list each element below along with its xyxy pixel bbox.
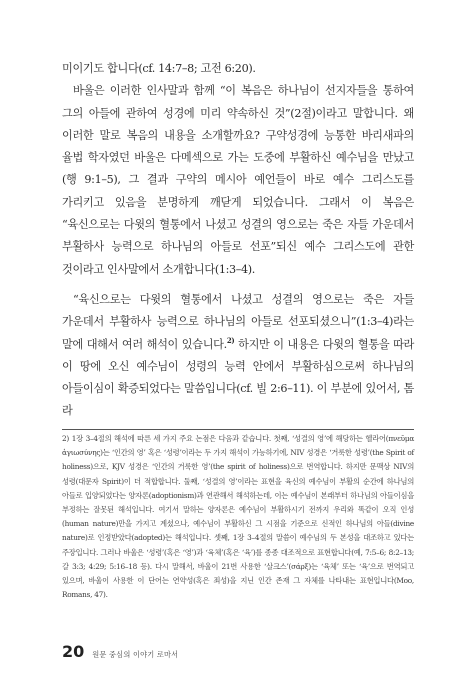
footnote-number: 2) bbox=[62, 434, 69, 443]
footnote-text: 1장 3–4절의 해석에 따른 세 가지 주요 논점은 다음과 같습니다. 첫째, ‘성결의 영’에 해당하는 헬라어(πνεῦμα ἁγιωσύνης)는 ‘인간의 영’ 혹은 ‘성령’이라는 두 가지 해석이 가능하기에, NIV 성경은 ‘거룩한 성령’(the Spirit of holiness)으로, KJV 성경은 ‘인간의 거룩한 영’(the spirit of holiness)으로 번역합니다. 하지만 문맥상 NIV의 성령(대문자 Spirit)이 더 적합합니다. 둘째, ‘성결의 영’이라는 표현을 육신의 예수님이 부활의 순간에 하나님의 아들로 입양되었다는 양자론(adoptionism)과 연관해서 해석하는데, 이는 예수님이 본래부터 하나님의 아들이심을 부정하는 잘못된 해석입니다. 여기서 말하는 양자론은 예수님이 부활하시기 전까지 우리와 똑같이 오직 인성(human nature)만을 가지고 계셨으나, 예수님이 부활하신 그 시점을 기준으로 신적인 하나님의 아들(divine nature)로 인정받았다(adopted)는 해석입니다. 셋째, 1장 3–4절의 말씀이 예수님의 두 본성을 대조하고 있다는 주장입니다. 그러나 바울은 ‘성령’(혹은 ‘영’)과 ‘육체’(혹은 ‘육’)를 종종 대조적으로 표현합니다(예, 7:5–6; 8:2–13; 갈 3:3; 4:29; 5:16–18 등). 다시 말해서, 바울이 21번 사용한 ‘살크스’(σάρξ)는 ‘육체’ 또는 ‘육’으로 번역되고 있으며, 바울이 사용한 이 단어는 연약성(혹은 죄성)을 지닌 인간 존재 그 자체를 나타내는 표현입니다(Moo, Romans, 47). bbox=[62, 434, 415, 600]
paragraph-2: 바울은 이러한 인사말과 함께 “이 복음은 하나님이 선지자들을 통하여 그의 아들에 관하여 성경에 미리 약속하신 것”(2절)이라고 말합니다. 왜 이러한 말로 복음의 내용을 소개할까요? 구약성경에 능통한 바리새파의 율법 학자였던 바울은 다메섹으로 가는 도중에 부활하신 예수님을 만났고(행 9:1–5), 그 결과 구약의 메시아 예언들이 바로 예수 그리스도를 가리키고 있음을 분명하게 깨닫게 되었습니다. 그래서 이 복음은 “육신으로는 다윗의 혈통에서 나셨고 성결의 영으로는 죽은 자들 가운데서 부활하사 능력으로 하나님의 아들로 선포”되신 예수 그리스도에 관한 것이라고 인사말에서 소개합니다(1:3–4). bbox=[62, 84, 414, 276]
page-footer bbox=[62, 642, 178, 662]
paragraph-1: 미이기도 합니다(cf. 14:7–8; 고전 6:20). bbox=[62, 62, 256, 75]
main-text bbox=[62, 58, 414, 423]
footnote bbox=[62, 432, 414, 602]
running-title: 원문 중심의 이야기 로마서 bbox=[92, 650, 179, 659]
footnote-divider bbox=[62, 429, 414, 430]
footnote-reference[interactable]: 2) bbox=[226, 335, 235, 345]
paragraph-3 bbox=[62, 289, 414, 423]
paragraph-3-text-a: “육신으로는 다윗의 혈통에서 나셨고 성결의 영으로는 죽은 자들 가운데서 부활하사 능력으로 하나님의 아들로 선포되셨으니”(1:3–4)라는 말에 대해서 여러 해석이 있습니다. bbox=[62, 292, 414, 351]
page-number: 20 bbox=[62, 642, 85, 661]
paragraph-3-text-b: 하지만 이 내용은 다윗의 혈통을 따라 이 땅에 오신 예수님이 성령의 능력 안에서 부활하심으로써 하나님의 아들이심이 확증되었다는 말씀입니다(cf. 빌 2:6–11). 이 부분에 있어서, 톰 라 bbox=[62, 337, 414, 418]
